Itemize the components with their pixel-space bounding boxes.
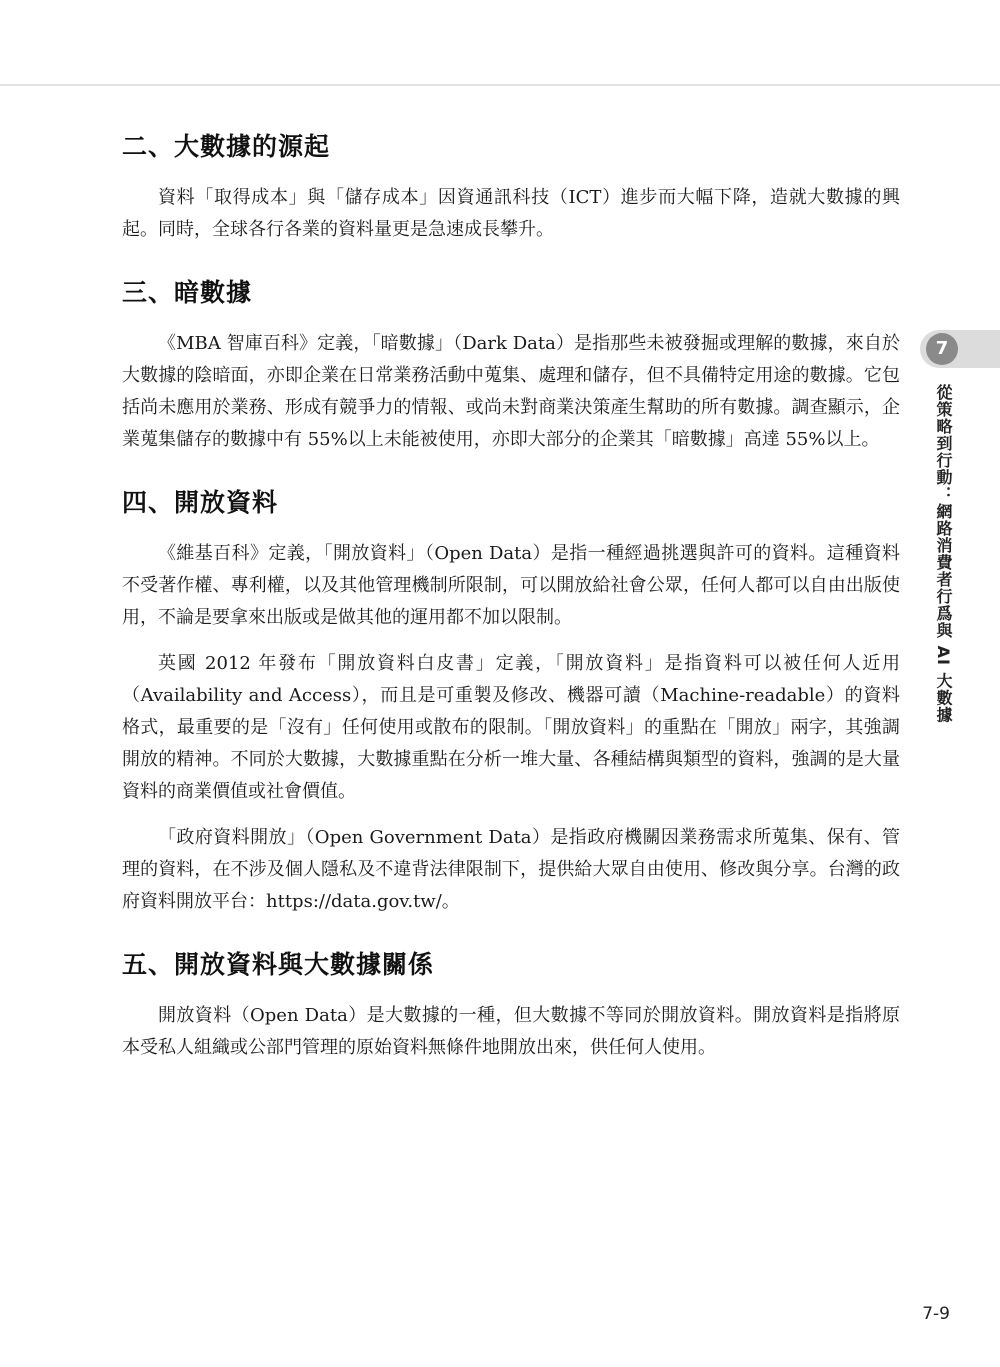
page-body: [122, 130, 900, 1094]
paragraph: 《維基百科》定義，「開放資料」（Open Data）是指一種經過挑選與許可的資料。這種資料不受著作權、專利權，以及其他管理機制所限制，可以開放給社會公眾，任何人都可以自由出版使用，不論是要拿來出版或是做其他的運用都不加以限制。: [122, 543, 900, 628]
paragraph: 「政府資料開放」（Open Government Data）是指政府機關因業務需求所蒐集、保有、管理的資料，在不涉及個人隱私及不違背法律限制下，提供給大眾自由使用、修改與分享。台灣的政府資料開放平台：https://data.gov.tw/。: [122, 827, 900, 912]
section-heading: 四、開放資料: [122, 488, 279, 517]
paragraph: 資料「取得成本」與「儲存成本」因資通訊科技（ICT）進步而大幅下降，造就大數據的興起。同時，全球各行各業的資料量更是急速成長攀升。: [122, 187, 900, 240]
section-open-data: [122, 486, 900, 918]
section-heading: 二、大數據的源起: [122, 132, 331, 161]
header-rule: [0, 84, 1000, 86]
section-heading: 五、開放資料與大數據關係: [122, 950, 435, 979]
section-heading: 三、暗數據: [122, 278, 253, 307]
paragraph: 《MBA 智庫百科》定義，「暗數據」（Dark Data）是指那些未被發掘或理解的數據，來自於大數據的陰暗面，亦即企業在日常業務活動中蒐集、處理和儲存，但不具備特定用途的數據。它包括尚未應用於業務、形成有競爭力的情報、或尚未對商業決策產生幫助的所有數據。調查顯示，企業蒐集儲存的數據中有 55%以上未能被使用，亦即大部分的企業其「暗數據」高達 55%以上。: [122, 333, 900, 450]
section-open-data-and-big-data: [122, 948, 900, 1064]
section-dark-data: [122, 276, 900, 456]
page-number: 7-9: [922, 1304, 950, 1324]
section-origin-of-big-data: [122, 130, 900, 246]
paragraph: 英國 2012 年發布「開放資料白皮書」定義，「開放資料」是指資料可以被任何人近用（Availability and Access），而且是可重製及修改、機器可讀（Machine-readable）的資料格式，最重要的是「沒有」任何使用或散布的限制。「開放資料」的重點在「開放」兩字，其強調開放的精神。不同於大數據，大數據重點在分析一堆大量、各種結構與類型的資料，強調的是大量資料的商業價值或社會價值。: [122, 653, 900, 802]
chapter-number-badge: 7: [926, 333, 958, 365]
paragraph: 開放資料（Open Data）是大數據的一種，但大數據不等同於開放資料。開放資料是指將原本受私人組織或公部門管理的原始資料無條件地開放出來，供任何人使用。: [122, 1005, 900, 1058]
chapter-title-vertical: 從策略到行動：網路消費者行爲與 AI 大數據: [934, 384, 953, 724]
